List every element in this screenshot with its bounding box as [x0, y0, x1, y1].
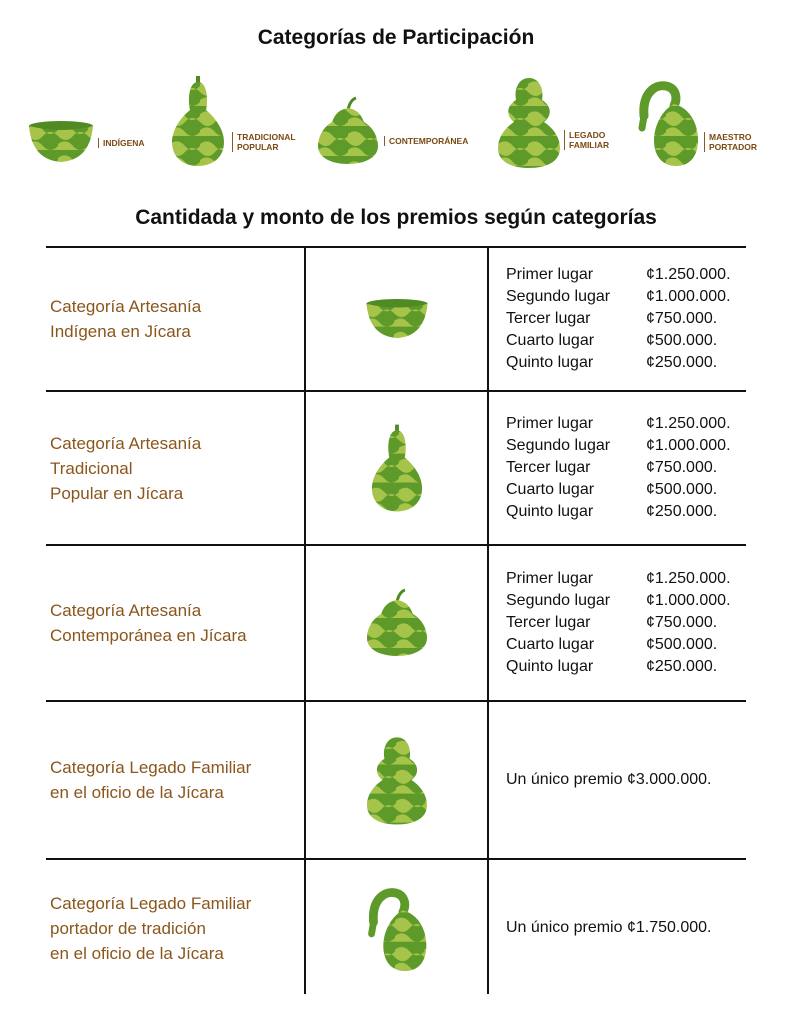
- category-icon-cell: [308, 860, 486, 996]
- prize-line: Tercer lugar ¢750.000.: [506, 310, 718, 327]
- prize-line: Quinto lugar ¢250.000.: [506, 354, 718, 371]
- category-tradicional: [170, 76, 310, 176]
- category-maestro: [636, 76, 776, 176]
- prize-line: Cuarto lugar ¢500.000.: [506, 481, 718, 498]
- swan-gourd-icon: [365, 883, 429, 973]
- prize-single: [506, 702, 746, 858]
- category-name: Categoría Legado Familiar en el oficio de la Jícara: [50, 758, 252, 802]
- prize-line: Primer lugar ¢1.250.000.: [506, 415, 731, 432]
- bowl-gourd-icon: [28, 120, 94, 164]
- category-label: CONTEMPORÁNEA: [384, 136, 468, 146]
- prize-list: [506, 248, 746, 390]
- category-label: INDÍGENA: [98, 138, 145, 148]
- bowl-gourd-icon: [364, 298, 430, 340]
- category-icon-cell: [308, 248, 486, 390]
- category-name: Categoría Artesanía Tradicional Popular en Jícara: [50, 433, 202, 503]
- prize-line: Tercer lugar ¢750.000.: [506, 459, 718, 476]
- category-strip: [0, 76, 792, 176]
- category-indigena: [28, 76, 158, 176]
- category-legado: [498, 76, 628, 176]
- category-name: Categoría Artesanía Contemporánea en Jícara: [50, 601, 247, 645]
- prize-line: Tercer lugar ¢750.000.: [506, 614, 718, 631]
- prize-line: Segundo lugar ¢1.000.000.: [506, 437, 731, 454]
- table-row: [46, 392, 746, 544]
- category-icon-cell: [308, 392, 486, 544]
- category-label: LEGADO FAMILIAR: [564, 130, 609, 150]
- category-name: Categoría Artesanía Indígena en Jícara: [50, 297, 202, 341]
- table-row: [46, 860, 746, 996]
- category-label: TRADICIONAL POPULAR: [232, 132, 296, 152]
- prize-line: Cuarto lugar ¢500.000.: [506, 636, 718, 653]
- prize-line: Segundo lugar ¢1.000.000.: [506, 288, 731, 305]
- category-contemporanea: [318, 76, 488, 176]
- round-gourd-icon: [318, 96, 378, 166]
- category-icon-cell: [308, 546, 486, 700]
- pear-gourd-icon: [170, 76, 226, 166]
- prize-line: Quinto lugar ¢250.000.: [506, 503, 718, 520]
- prize-list: [506, 546, 746, 700]
- double-gourd-icon: [498, 76, 560, 168]
- page-title: Categorías de Participación: [257, 26, 535, 49]
- prize-line: Quinto lugar ¢250.000.: [506, 658, 718, 675]
- table-row: [46, 248, 746, 390]
- prize-line: Primer lugar ¢1.250.000.: [506, 570, 731, 587]
- category-label: MAESTRO PORTADOR: [704, 132, 757, 152]
- category-name: Categoría Legado Familiar portador de tradición en el oficio de la Jícara: [50, 893, 252, 963]
- prize-line: Cuarto lugar ¢500.000.: [506, 332, 718, 349]
- single-prize-text: Un único premio ¢1.750.000.: [506, 919, 712, 936]
- prize-single: [506, 860, 746, 996]
- prize-list: [506, 392, 746, 544]
- single-prize-text: Un único premio ¢3.000.000.: [506, 771, 712, 788]
- prize-line: Segundo lugar ¢1.000.000.: [506, 592, 731, 609]
- round-gourd-icon: [367, 588, 427, 658]
- category-icon-cell: [308, 702, 486, 858]
- prizes-table: [46, 246, 746, 996]
- prize-line: Primer lugar ¢1.250.000.: [506, 266, 731, 283]
- pear-gourd-icon: [370, 424, 424, 512]
- table-row: [46, 702, 746, 858]
- swan-gourd-icon: [636, 76, 700, 168]
- table-row: [46, 546, 746, 700]
- double-gourd-icon: [367, 735, 427, 825]
- prizes-subtitle: Cantidada y monto de los premios según categorías: [135, 206, 657, 229]
